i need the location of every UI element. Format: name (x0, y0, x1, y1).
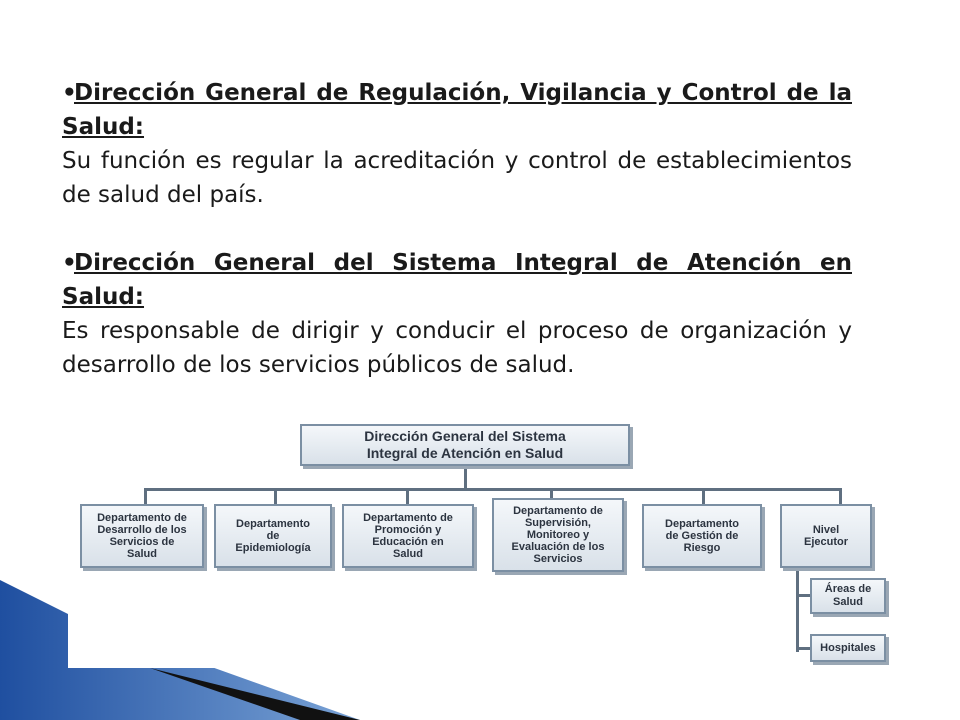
section-heading: Dirección General de Regulación, Vigilancia y Control de la Salud: (62, 80, 852, 140)
org-chart (68, 418, 908, 668)
org-dept-label: Departamento de Supervisión, Monitoreo y Evaluación de los Servicios (511, 505, 605, 565)
org-dept-label: Departamento de Gestión de Riesgo (665, 518, 739, 554)
connector-dept-2 (274, 488, 277, 504)
connector-hospitales (796, 647, 810, 650)
org-dept-label: Nivel Ejecutor (803, 524, 848, 548)
org-sub-hospitales (810, 634, 886, 662)
section-body: Su función es regular la acreditación y control de establecimientos de salud del país. (62, 148, 852, 208)
section-regulacion (62, 76, 852, 212)
bullet-dot: • (62, 80, 77, 106)
section-sistema-integral (62, 246, 852, 382)
org-dept-supervision (492, 498, 624, 572)
connector-dept-3 (406, 488, 409, 504)
org-dept-label: Departamento de Desarrollo de los Servicios de Salud (97, 512, 187, 560)
connector-dept-5 (702, 488, 705, 504)
section-heading: Dirección General del Sistema Integral de Atención en Salud: (62, 250, 852, 310)
org-dept-gestion-riesgo (642, 504, 762, 568)
connector-root-down (464, 466, 467, 488)
org-dept-epidemiologia (214, 504, 332, 568)
org-root-label: Dirección General del Sistema Integral de Atención en Salud (364, 428, 566, 461)
connector-horizontal (144, 488, 842, 491)
bullet-dot: • (62, 250, 77, 276)
org-sub-areas-salud (810, 578, 886, 614)
org-dept-desarrollo (80, 504, 204, 568)
org-sub-label: Áreas de Salud (824, 583, 872, 608)
org-dept-promocion (342, 504, 474, 568)
content-text (62, 76, 852, 382)
org-dept-nivel-ejecutor (780, 504, 872, 568)
connector-dept-1 (144, 488, 147, 504)
connector-nivel-down (796, 568, 799, 652)
org-sub-label: Hospitales (820, 641, 876, 654)
org-dept-label: Departamento de Epidemiología (235, 518, 311, 554)
connector-dept-6 (839, 488, 842, 504)
org-dept-label: Departamento de Promoción y Educación en Salud (363, 512, 453, 560)
org-root-box (300, 424, 630, 466)
connector-areas (796, 594, 810, 597)
section-body: Es responsable de dirigir y conducir el proceso de organización y desarrollo de los servicios públicos de salud. (62, 318, 852, 378)
